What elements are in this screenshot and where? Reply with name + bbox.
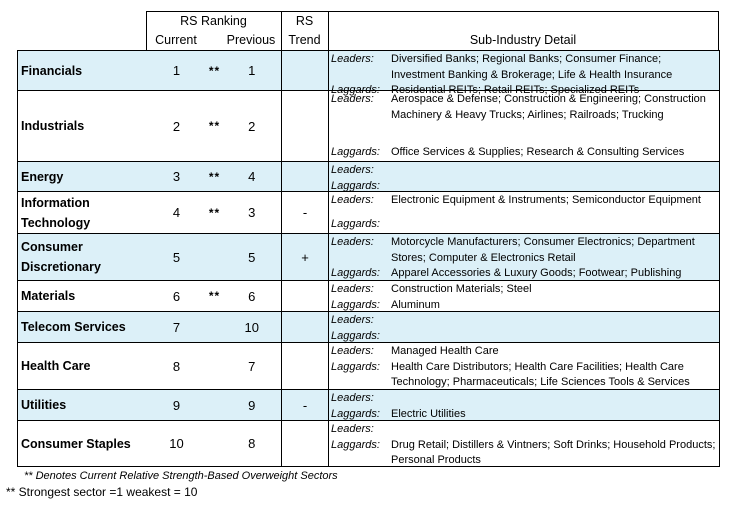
- sub-industry-detail: [329, 343, 720, 390]
- sector-row: [18, 51, 720, 91]
- previous-rank: 1: [223, 51, 282, 91]
- sector-row: [18, 343, 720, 390]
- sub-industry-detail: [329, 281, 720, 312]
- previous-rank: 4: [223, 162, 282, 192]
- leaders-line: [331, 344, 717, 360]
- footnote-overweight: ** Denotes Current Relative Strength-Based Overweight Sectors: [24, 470, 338, 482]
- laggards-list: [391, 217, 717, 233]
- header-current: Current: [155, 33, 197, 47]
- sector-row: [18, 192, 720, 234]
- sector-table: [17, 50, 720, 467]
- rs-trend: -: [282, 390, 329, 421]
- leaders-list: [391, 313, 717, 329]
- previous-rank: 5: [223, 234, 282, 281]
- laggards-label: Laggards:: [331, 407, 380, 420]
- laggards-line: [331, 438, 717, 469]
- leaders-list: Diversified Banks; Regional Banks; Consumer Finance; Investment Banking & Brokerage; Life & Health Insurance: [391, 53, 673, 81]
- sector-name: Financials: [18, 51, 147, 91]
- sector-row: [18, 421, 720, 467]
- sector-name: Utilities: [18, 390, 147, 421]
- laggards-list: Residential REITs; Retail REITs; Specialized REITs: [391, 84, 640, 96]
- current-rank: 7: [147, 312, 207, 343]
- sub-industry-detail: [329, 421, 720, 467]
- overweight-marker: [207, 312, 223, 343]
- leaders-list: [391, 391, 717, 407]
- overweight-marker: **: [207, 281, 223, 312]
- leaders-list: Construction Materials; Steel: [391, 283, 532, 295]
- current-rank: 3: [147, 162, 207, 192]
- laggards-label: Laggards:: [331, 217, 380, 230]
- current-rank: 5: [147, 234, 207, 281]
- leaders-line: [331, 313, 717, 329]
- laggards-list: Drug Retail; Distillers & Vintners; Soft Drinks; Household Products; Personal Products: [391, 438, 716, 466]
- rs-trend: [282, 312, 329, 343]
- current-rank: 10: [147, 421, 207, 467]
- leaders-label: Leaders:: [331, 345, 374, 357]
- header-right-border: [718, 11, 719, 50]
- leaders-label: Leaders:: [331, 314, 374, 326]
- sector-name: Materials: [18, 281, 147, 312]
- current-rank: 8: [147, 343, 207, 390]
- overweight-marker: [207, 421, 223, 467]
- laggards-line: [331, 266, 717, 282]
- laggards-list: Apparel Accessories & Luxury Goods; Footwear; Publishing: [391, 267, 682, 279]
- leaders-label: Leaders:: [331, 236, 374, 248]
- laggards-label: Laggards:: [331, 267, 380, 279]
- laggards-label: Laggards:: [331, 329, 380, 342]
- leaders-list: [391, 163, 717, 179]
- previous-rank: 7: [223, 343, 282, 390]
- laggards-label: Laggards:: [331, 84, 380, 96]
- previous-rank: 10: [223, 312, 282, 343]
- overweight-marker: **: [207, 51, 223, 91]
- sub-industry-detail: [329, 192, 720, 234]
- header-rs: RS: [295, 14, 314, 28]
- laggards-label: Laggards:: [331, 438, 380, 451]
- overweight-marker: **: [207, 192, 223, 234]
- sector-row: [18, 281, 720, 312]
- sub-industry-detail: [329, 162, 720, 192]
- previous-rank: 2: [223, 91, 282, 162]
- sub-industry-detail: [329, 91, 720, 162]
- sub-industry-detail: [329, 390, 720, 421]
- previous-rank: 8: [223, 421, 282, 467]
- sector-row: [18, 312, 720, 343]
- rs-trend: [282, 162, 329, 192]
- sector-row: [18, 390, 720, 421]
- rs-trend: [282, 421, 329, 467]
- current-rank: 2: [147, 91, 207, 162]
- leaders-label: Leaders:: [331, 93, 374, 105]
- sub-industry-detail: [329, 51, 720, 96]
- footnote-scale: ** Strongest sector =1 weakest = 10: [6, 485, 198, 499]
- previous-rank: 6: [223, 281, 282, 312]
- header-top-border: [146, 11, 719, 12]
- laggards-list: Health Care Distributors; Health Care Facilities; Health Care Technology; Pharmaceuticals; Life Sciences Tools & Services: [391, 360, 690, 388]
- sector-name: Industrials: [18, 91, 147, 162]
- leaders-list: Motorcycle Manufacturers; Consumer Electronics; Department Stores; Computer & Electronics Retail: [391, 236, 695, 264]
- sub-industry-detail: [329, 312, 720, 343]
- laggards-line: [331, 217, 717, 233]
- header-previous: Previous: [226, 33, 276, 47]
- rs-trend: [282, 281, 329, 312]
- leaders-label: Leaders:: [331, 392, 374, 404]
- current-rank: 4: [147, 192, 207, 234]
- leaders-label: Leaders:: [331, 194, 374, 206]
- rs-trend: [282, 51, 329, 91]
- leaders-line: [331, 193, 717, 209]
- sector-row: [18, 162, 720, 192]
- leaders-list: [391, 422, 717, 438]
- leaders-line: [331, 92, 717, 123]
- leaders-list: Aerospace & Defense; Construction & Engineering; Construction Machinery & Heavy Trucks; Airlines; Railroads; Trucking: [391, 93, 706, 121]
- rs-trend: [282, 343, 329, 390]
- overweight-marker: [207, 343, 223, 390]
- leaders-label: Leaders:: [331, 423, 374, 435]
- rs-trend: [282, 91, 329, 162]
- leaders-line: [331, 282, 717, 298]
- sector-name: Consumer Discretionary: [18, 234, 147, 281]
- sector-name: Health Care: [18, 343, 147, 390]
- rs-trend: -: [282, 192, 329, 234]
- overweight-marker: **: [207, 162, 223, 192]
- sector-row: [18, 234, 720, 281]
- current-rank: 1: [147, 51, 207, 91]
- laggards-line: [331, 360, 717, 391]
- leaders-list: Managed Health Care: [391, 345, 499, 357]
- laggards-label: Laggards:: [331, 360, 380, 373]
- leaders-line: [331, 52, 717, 83]
- current-rank: 6: [147, 281, 207, 312]
- laggards-label: Laggards:: [331, 179, 380, 192]
- header-rs-ranking: RS Ranking: [180, 14, 247, 28]
- leaders-label: Leaders:: [331, 283, 374, 295]
- leaders-list: Electronic Equipment & Instruments; Semiconductor Equipment: [391, 194, 701, 206]
- laggards-list: Aluminum: [391, 298, 440, 311]
- leaders-line: [331, 235, 717, 266]
- previous-rank: 3: [223, 192, 282, 234]
- overweight-marker: [207, 234, 223, 281]
- header-sub-industry-detail: Sub-Industry Detail: [469, 33, 577, 47]
- sector-row: [18, 91, 720, 162]
- header-trend: Trend: [288, 33, 321, 47]
- leaders-label: Leaders:: [331, 53, 374, 65]
- leaders-line: [331, 422, 717, 438]
- leaders-line: [331, 391, 717, 407]
- sector-name: Information Technology: [18, 192, 147, 234]
- leaders-label: Leaders:: [331, 164, 374, 176]
- sector-name: Energy: [18, 162, 147, 192]
- laggards-line: [331, 145, 717, 161]
- previous-rank: 9: [223, 390, 282, 421]
- current-rank: 9: [147, 390, 207, 421]
- laggards-label: Laggards:: [331, 298, 380, 311]
- laggards-label: Laggards:: [331, 145, 380, 158]
- rs-trend: +: [282, 234, 329, 281]
- leaders-line: [331, 163, 717, 179]
- laggards-list: Office Services & Supplies; Research & Consulting Services: [391, 145, 685, 158]
- sector-name: Telecom Services: [18, 312, 147, 343]
- sector-name: Consumer Staples: [18, 421, 147, 467]
- laggards-list: Electric Utilities: [391, 407, 466, 420]
- sub-industry-detail: [329, 234, 720, 281]
- overweight-marker: **: [207, 91, 223, 162]
- overweight-marker: [207, 390, 223, 421]
